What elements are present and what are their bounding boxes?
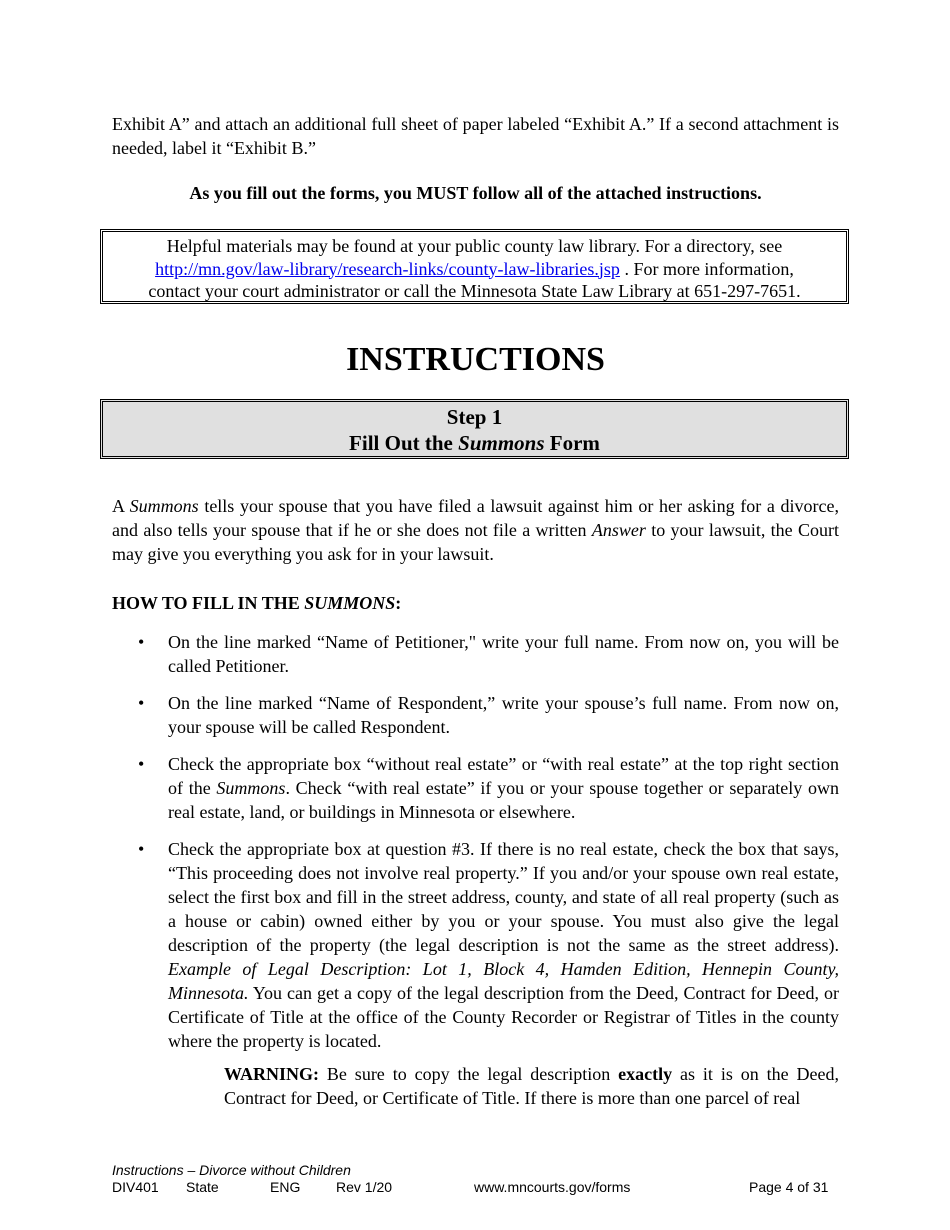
warning-label: WARNING:	[224, 1064, 320, 1084]
help-text-3: contact your court administrator or call the Minnesota State Law Library at 651-297-7651.	[148, 281, 801, 301]
law-library-link[interactable]: http://mn.gov/law-library/research-links/county-law-libraries.jsp	[155, 258, 620, 279]
footer-form-id: DIV401	[112, 1179, 159, 1195]
footer-website: www.mncourts.gov/forms	[474, 1179, 631, 1195]
bullet-dot-icon: •	[138, 754, 145, 774]
footer-revision: Rev 1/20	[336, 1179, 393, 1195]
warning-paragraph: WARNING: Be sure to copy the legal description exactly as it is on the Deed, Contract for Deed, or Certificate of Title. If there is more than one parcel of real	[224, 1064, 839, 1108]
help-materials-box	[100, 229, 849, 304]
bullet-dot-icon: •	[138, 693, 145, 713]
intro-paragraph	[112, 112, 839, 160]
bullet-question-3: • Check the appropriate box at question #3. If there is no real estate, check the box that says, “This proceeding does not involve real property.” If you and/or your spouse own real estate, select the first box and fill in the street address, county, and state of all real property (such as a house or cabin) owned either by you or your spouse. You must also give the legal description of the property (the legal description is not the same as the street address). Example of Legal Description: Lot 1, Block 4, Hamden Edition, Hennepin County, Minnesota. You can get a copy of the legal description from the Deed, Contract for Deed, or Certificate of Title at the office of the County Recorder or Registrar of Titles in the county where the property is located.	[138, 839, 839, 1051]
help-text-2: . For more information,	[619, 258, 794, 279]
footer-doc-title: Instructions – Divorce without Children	[112, 1162, 351, 1178]
step-label: Step 1	[446, 405, 503, 429]
intro-text: Exhibit A” and attach an additional full sheet of paper labeled “Exhibit A.” If a second attachment is needed, label it “Exhibit B.”	[112, 114, 839, 158]
bullet-dot-icon: •	[138, 839, 145, 859]
bullet-real-estate-box: • Check the appropriate box “without real estate” or “with real estate” at the top right section of the Summons. Check “with real estate” if you or your spouse together or separately own real estate, land, or buildings in Minnesota or elsewhere.	[138, 754, 840, 822]
bullet-petitioner-name: • On the line marked “Name of Petitioner," write your full name. From now on, you will be called Petitioner.	[138, 632, 839, 676]
step-title: Fill Out the Summons Form	[349, 431, 600, 455]
how-to-heading: HOW TO FILL IN THE SUMMONS:	[112, 593, 402, 613]
step-1-box	[100, 399, 849, 459]
footer-jurisdiction: State	[186, 1179, 219, 1195]
must-follow-notice: As you fill out the forms, you MUST follow all of the attached instructions.	[189, 183, 762, 203]
bullet-dot-icon: •	[138, 632, 145, 652]
page-footer	[112, 1162, 839, 1196]
summons-description: A Summons tells your spouse that you have filed a lawsuit against him or her asking for a divorce, and also tells your spouse that if he or she does not file a written Answer to your lawsuit, the Court may give you everything you ask for in your lawsuit.	[112, 496, 839, 564]
bullet-respondent-name: • On the line marked “Name of Respondent,” write your spouse’s full name. From now on, your spouse will be called Respondent.	[138, 693, 839, 737]
footer-language: ENG	[270, 1179, 301, 1195]
help-text-1: Helpful materials may be found at your public county law library. For a directory, see	[166, 236, 783, 256]
instructions-heading: INSTRUCTIONS	[346, 341, 605, 378]
footer-page-number: Page 4 of 31	[749, 1179, 829, 1195]
